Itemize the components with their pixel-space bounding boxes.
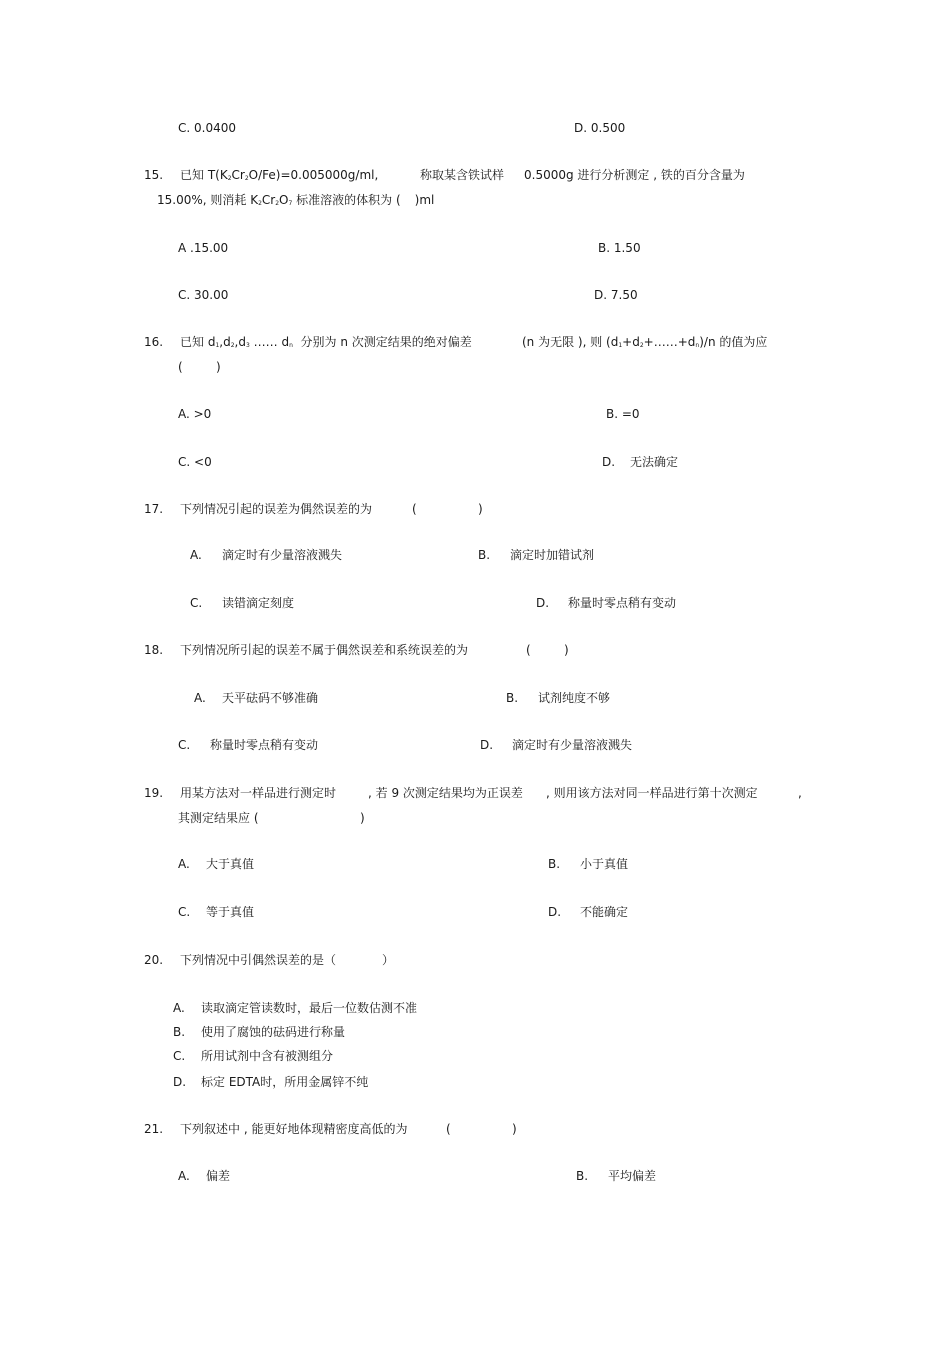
option-c-text: 称量时零点稍有变动 (210, 738, 319, 752)
answer-paren-close: ) (512, 1122, 517, 1136)
option-b-letter: B. (506, 691, 519, 705)
question-stem: 下列情况引起的误差为偶然误差的为 (180, 502, 373, 516)
question-number: 19. (144, 786, 164, 800)
option-d-letter: D. (173, 1075, 187, 1089)
option-b-text: 使用了腐蚀的砝码进行称量 (201, 1025, 346, 1039)
option-c-text: 读错滴定刻度 (222, 596, 295, 610)
option-c-letter: C. (178, 905, 191, 919)
option-a: A. >0 (178, 407, 212, 421)
answer-paren-open: ( (526, 643, 531, 657)
option-c-letter: C. (178, 738, 191, 752)
question-number: 16. (144, 335, 164, 349)
question-stem: 称取某含铁试样 (420, 168, 505, 182)
option-a-letter: A. (178, 857, 190, 871)
option-c-letter: C. (190, 596, 203, 610)
answer-paren-close: ) (360, 811, 365, 825)
question-number: 15. (144, 168, 164, 182)
question-number: 20. (144, 953, 164, 967)
question-stem: , 若 9 次测定结果均为正误差 (368, 786, 523, 800)
question-stem-line2: 其测定结果应 ( (178, 811, 259, 825)
option-b-letter: B. (173, 1025, 186, 1039)
option-b: B. 1.50 (598, 241, 641, 255)
question-stem: 下列情况所引起的误差不属于偶然误差和系统误差的为 (180, 643, 469, 657)
question-stem: 0.5000g 进行分析测定 , 铁的百分含量为 (524, 168, 745, 182)
question-number: 17. (144, 502, 164, 516)
question-stem: 用某方法对一样品进行测定时 (180, 786, 337, 800)
option-d-text: 滴定时有少量溶液溅失 (512, 738, 633, 752)
option-a-letter: A. (194, 691, 206, 705)
option-b-text: 滴定时加错试剂 (510, 548, 595, 562)
option-c: C. 0.0400 (178, 121, 236, 135)
option-d-letter: D. (548, 905, 562, 919)
question-stem: , 则用该方法对同一样品进行第十次测定 (546, 786, 758, 800)
answer-paren-close: ） (382, 953, 395, 967)
option-a-letter: A. (173, 1001, 185, 1015)
option-a-text: 天平砝码不够准确 (222, 691, 319, 705)
option-a: A .15.00 (178, 241, 229, 255)
option-b-text: 平均偏差 (608, 1169, 657, 1183)
answer-paren-close: ) (564, 643, 569, 657)
question-stem-line2: 15.00%, 则消耗 $K_2Cr_2O_7$ 标准溶液的体积为 ( )ml (157, 193, 435, 207)
answer-paren-open: ( (178, 360, 183, 374)
option-d-text: 称量时零点稍有变动 (568, 596, 677, 610)
option-b-text: 试剂纯度不够 (538, 691, 611, 705)
option-a-letter: A. (190, 548, 202, 562)
option-a-text: 偏差 (206, 1169, 231, 1183)
answer-paren-open: ( (412, 502, 417, 516)
option-c: C. 30.00 (178, 288, 229, 302)
option-b-letter: B. (576, 1169, 589, 1183)
option-c: C. <0 (178, 455, 212, 469)
answer-paren-close: ) (216, 360, 221, 374)
option-c-text: 等于真值 (206, 905, 255, 919)
option-a-text: 滴定时有少量溶液溅失 (222, 548, 343, 562)
option-d-letter: D. (480, 738, 494, 752)
answer-paren-close: ) (478, 502, 483, 516)
answer-paren-open: ( (446, 1122, 451, 1136)
option-b-letter: B. (548, 857, 561, 871)
option-c-text: 所用试剂中含有被测组分 (201, 1049, 334, 1063)
question-number: 18. (144, 643, 164, 657)
option-d-text: 无法确定 (630, 455, 679, 469)
option-b: B. =0 (606, 407, 640, 421)
option-d-text: 不能确定 (580, 905, 629, 919)
question-stem: 已知 $T(K_2Cr_2O/Fe)=0.005000g/ml$, (180, 168, 379, 182)
option-d: D. 0.500 (574, 121, 626, 135)
option-a-letter: A. (178, 1169, 190, 1183)
question-stem: 已知 $d_1,d_2,d_3$ …… $d_n$ 分别为 n 次测定结果的绝对偏差 (180, 335, 472, 349)
option-c-letter: C. (173, 1049, 186, 1063)
option-b-letter: B. (478, 548, 491, 562)
question-number: 21. (144, 1122, 164, 1136)
question-stem: 下列情况中引偶然误差的是（ (180, 953, 337, 967)
option-a-text: 读取滴定管读数时，最后一位数估测不准 (201, 1001, 418, 1015)
option-d-letter: D. (536, 596, 550, 610)
option-d: D. 7.50 (594, 288, 638, 302)
question-stem: 下列叙述中 , 能更好地体现精密度高低的为 (180, 1122, 408, 1136)
option-d-text: 标定 EDTA时，所用金属锌不纯 (201, 1075, 369, 1089)
question-stem: (n 为无限 ), 则 $(d_1+d_2+\dots\dots+d_n)/n$ 的值为应 (522, 335, 768, 349)
question-stem: , (798, 786, 802, 800)
option-b-text: 小于真值 (580, 857, 629, 871)
option-d-letter: D. (602, 455, 616, 469)
option-a-text: 大于真值 (206, 857, 255, 871)
